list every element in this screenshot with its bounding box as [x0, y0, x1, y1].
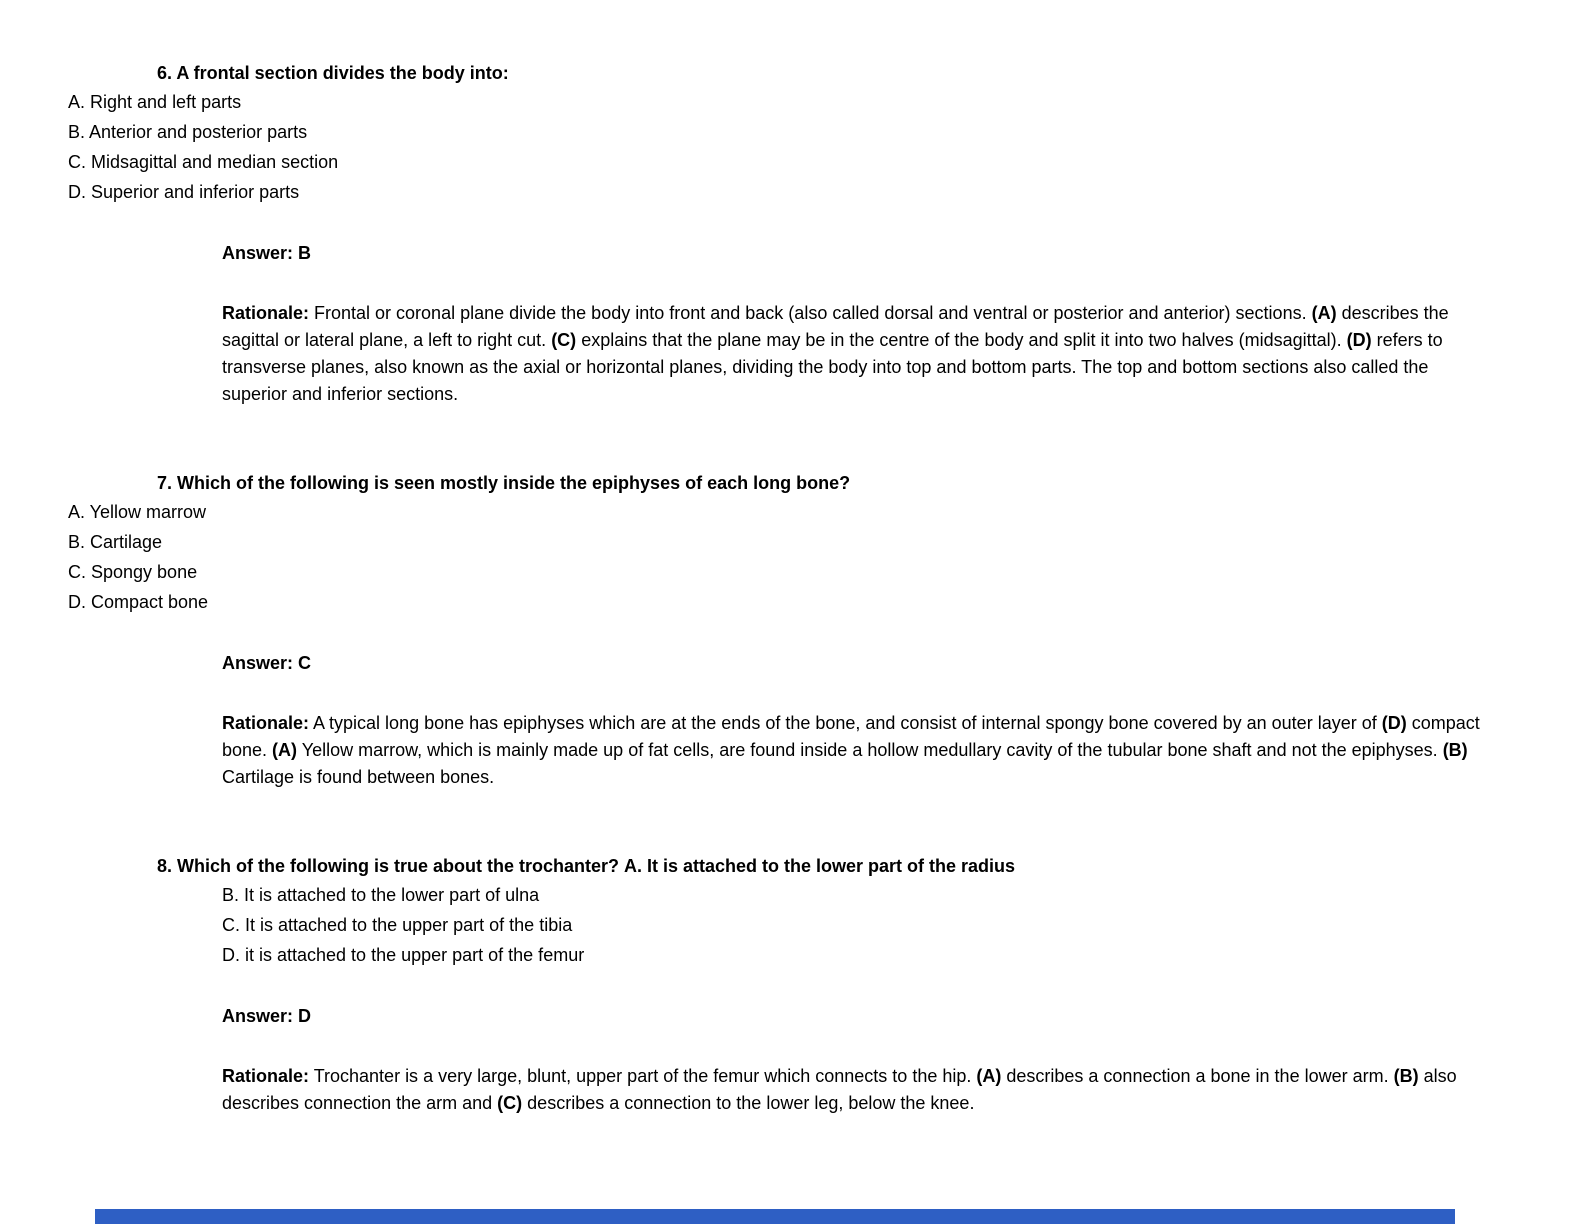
question-7-block: [0, 470, 1584, 791]
question-7-option-b: B. Cartilage: [68, 532, 163, 552]
question-6-answer: Answer: B: [222, 243, 312, 263]
question-8-rationale: Rationale: Trochanter is a very large, blunt, upper part of the femur which connects to the hip. (A) describes a connection a bone in the lower arm. (B) also describes connection the arm and (C) describes a connection to the lower leg, below the knee.: [222, 1066, 1457, 1113]
question-6-option-d: D. Superior and inferior parts: [68, 182, 300, 202]
question-7-answer: Answer: C: [222, 653, 312, 673]
question-6-option-a: A. Right and left parts: [68, 92, 242, 112]
question-8-option-d: D. it is attached to the upper part of the femur: [222, 945, 585, 965]
question-6-block: [0, 60, 1584, 408]
question-7-option-c: C. Spongy bone: [68, 562, 198, 582]
question-8-option-b: B. It is attached to the lower part of ulna: [222, 885, 540, 905]
question-8-options: [222, 880, 1584, 970]
question-7-options: [68, 497, 1584, 617]
question-6-rationale: Rationale: Frontal or coronal plane divide the body into front and back (also called dorsal and ventral or posterior and anterior) sections. (A) describes the sagittal or lateral plane, a left to right cut. (C) explains that the plane may be in the centre of the body and split it into two halves (midsagittal). (D) refers to transverse planes, also known as the axial or horizontal planes, dividing the body into top and bottom parts. The top and bottom sections also called the superior and inferior sections.: [222, 303, 1449, 404]
question-6-options: [68, 87, 1584, 207]
bottom-blue-bar: [95, 1209, 1455, 1224]
question-7-title: 7. Which of the following is seen mostly inside the epiphyses of each long bone?: [157, 473, 851, 493]
question-6-option-c: C. Midsagittal and median section: [68, 152, 339, 172]
question-7-option-a: A. Yellow marrow: [68, 502, 207, 522]
question-7-rationale: Rationale: A typical long bone has epiphyses which are at the ends of the bone, and consist of internal spongy bone covered by an outer layer of (D) compact bone. (A) Yellow marrow, which is mainly made up of fat cells, are found inside a hollow medullary cavity of the tubular bone shaft and not the epiphyses. (B) Cartilage is found between bones.: [222, 713, 1480, 787]
question-8-block: [0, 853, 1584, 1117]
question-8-option-c: C. It is attached to the upper part of the tibia: [222, 915, 573, 935]
question-8-title: 8. Which of the following is true about the trochanter? A. It is attached to the lower part of the radius: [157, 856, 1016, 876]
question-6-option-b: B. Anterior and posterior parts: [68, 122, 308, 142]
question-8-answer: Answer: D: [222, 1006, 312, 1026]
question-7-option-d: D. Compact bone: [68, 592, 209, 612]
question-6-title: 6. A frontal section divides the body into:: [157, 63, 509, 83]
